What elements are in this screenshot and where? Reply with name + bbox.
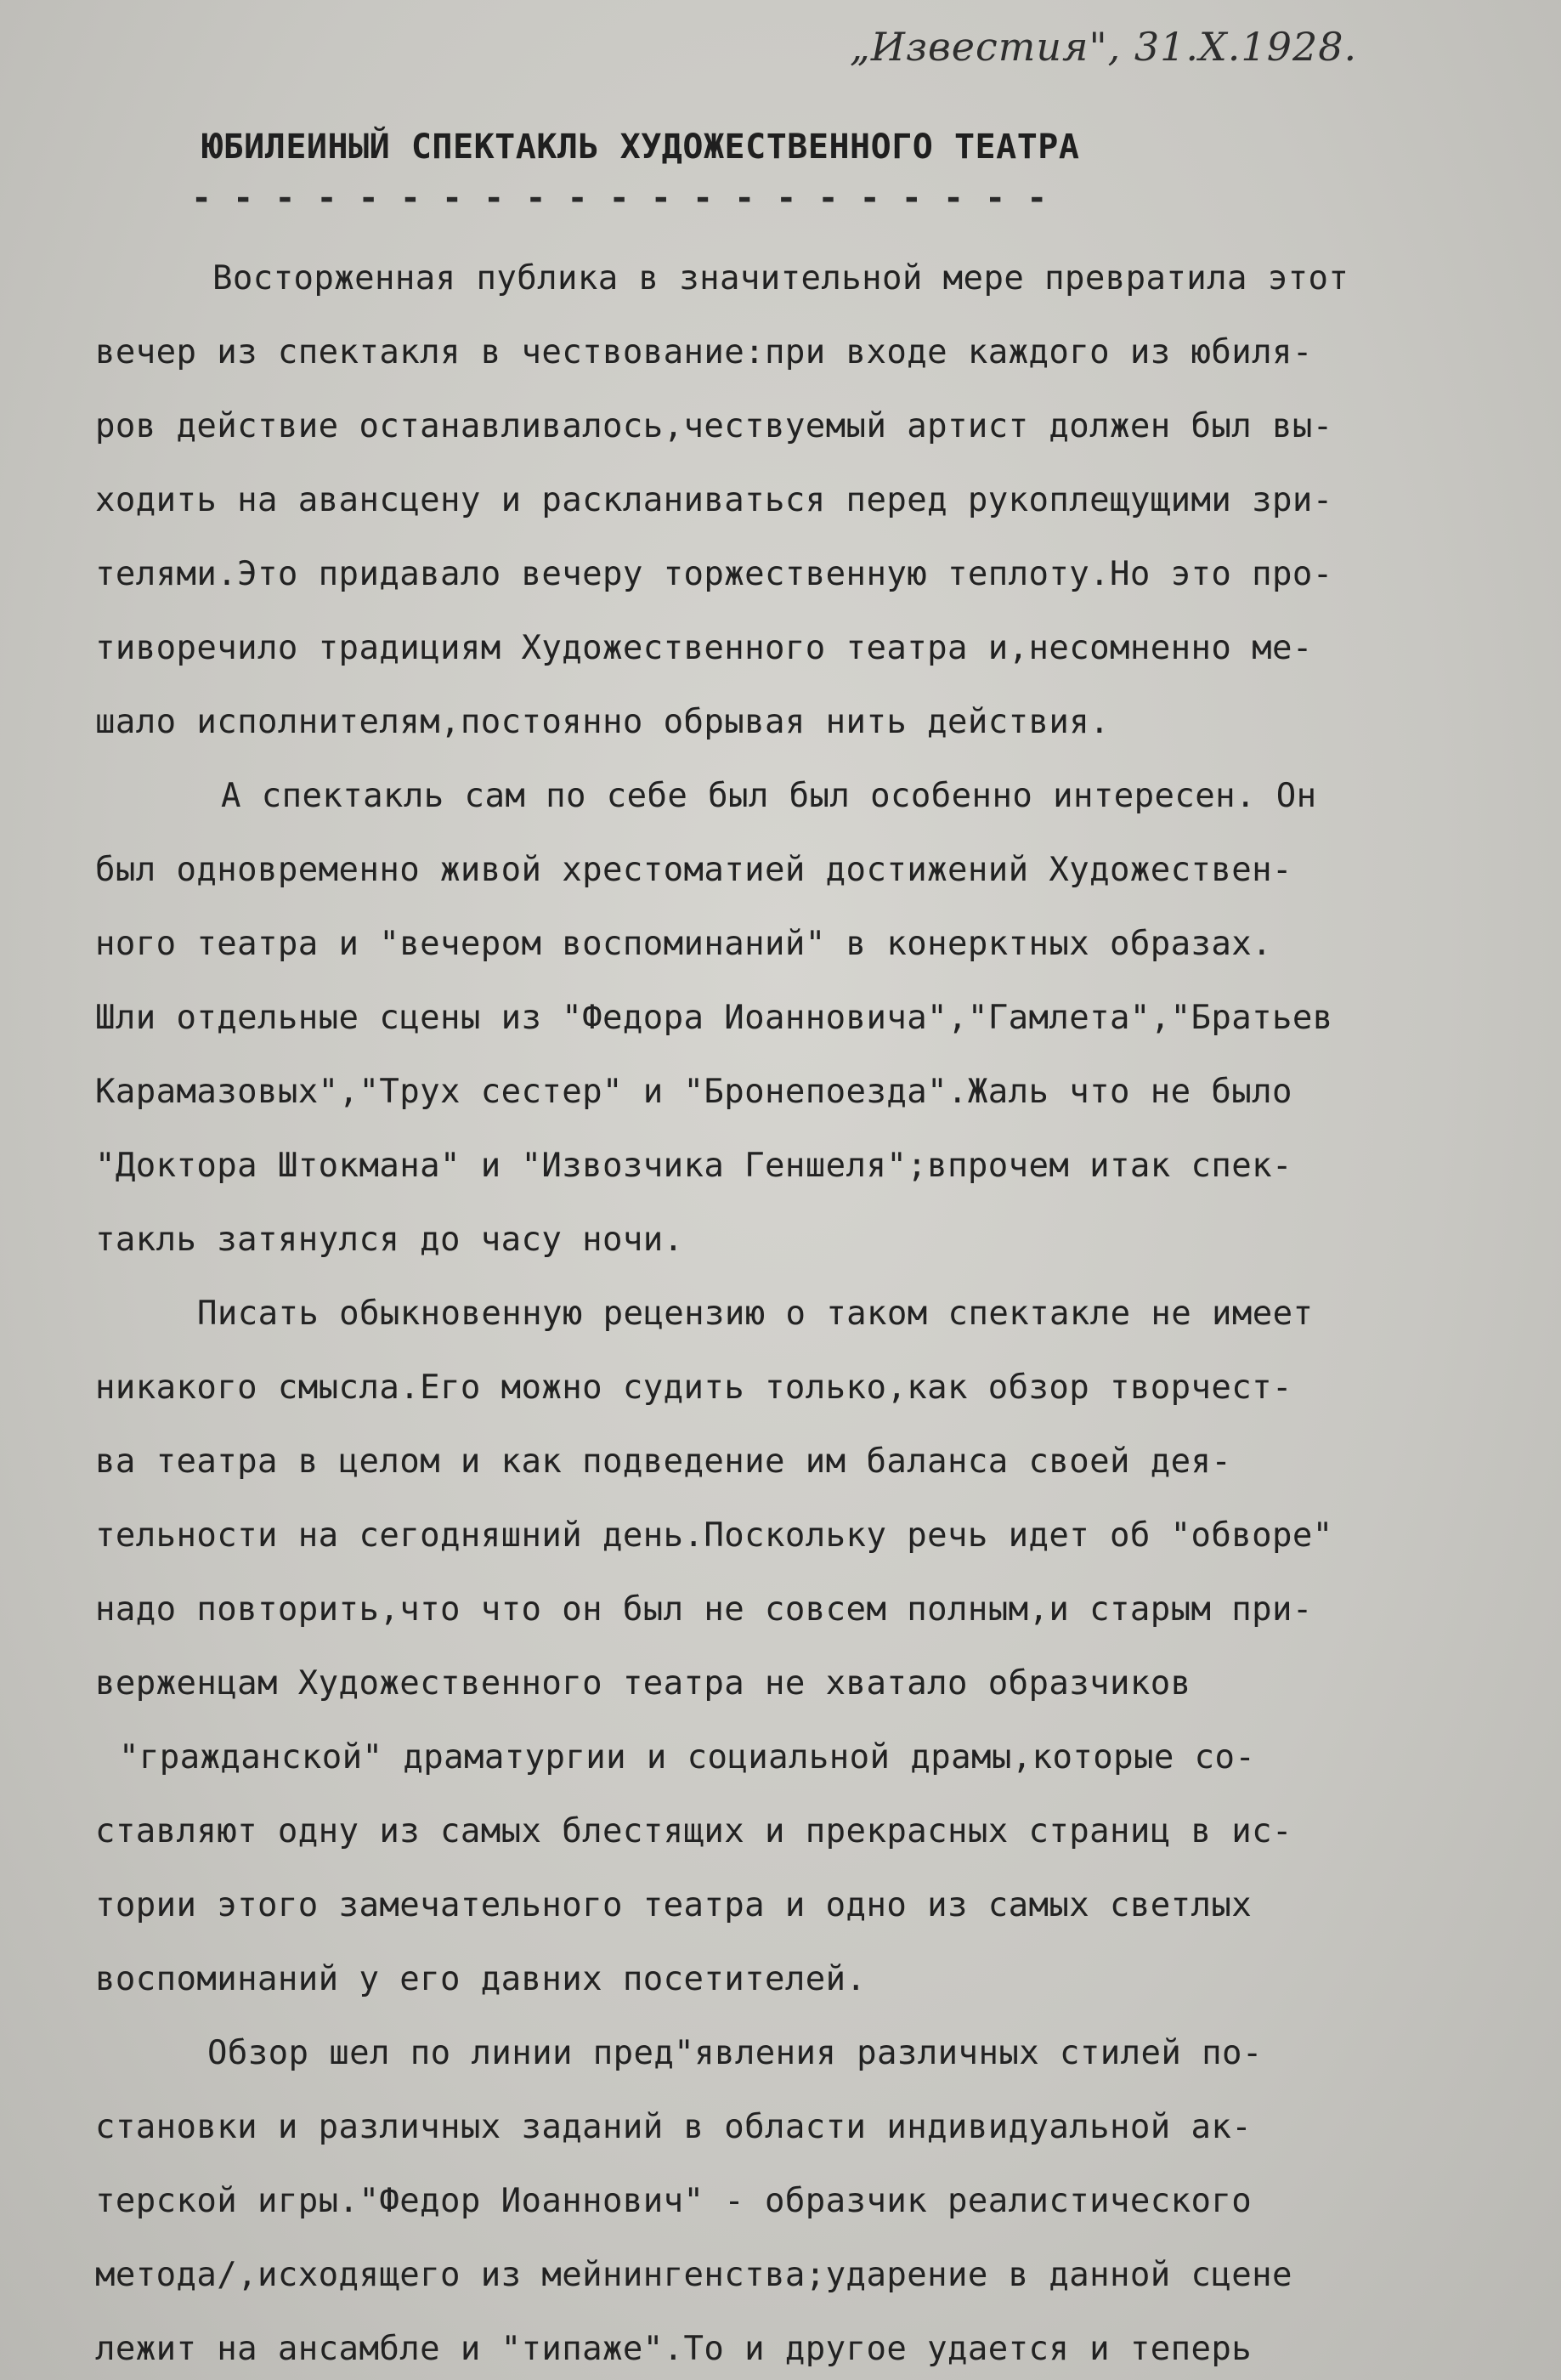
text-line: ходить на авансцену и раскланиваться перед рукоплещущими зри-	[95, 481, 1333, 519]
text-line: ва театра в целом и как подведение им баланса своей дея-	[95, 1442, 1232, 1481]
text-line: тории этого замечательного театра и одно из самых светлых	[95, 1886, 1253, 1924]
text-line: вечер из спектакля в чествование:при входе каждого из юбиля-	[95, 333, 1313, 371]
document-title: ЮБИЛЕИНЫЙ СПЕКТАКЛЬ ХУДОЖЕСТВЕННОГО ТЕАТРА	[202, 128, 1080, 167]
text-line: лежит на ансамбле и "типаже".То и другое удается и теперь	[95, 2330, 1253, 2368]
text-line: такль затянулся до часу ночи.	[95, 1221, 684, 1259]
text-line: А спектакль сам по себе был был особенно интересен. Он	[221, 777, 1317, 815]
text-line: ров действие останавливалось,чествуемый артист должен был вы-	[95, 407, 1333, 445]
text-line: ного театра и "вечером воспоминаний" в конерктных образах.	[95, 925, 1273, 963]
handwritten-date-note: „Известия", 31.X.1928.	[850, 24, 1358, 70]
body-text	[95, 241, 1561, 2380]
text-line: Обзор шел по линии пред"явления различных стилей по-	[207, 2034, 1263, 2072]
text-line: ставляют одну из самых блестящих и прекрасных страниц в ис-	[95, 1812, 1292, 1850]
text-line: надо повторить,что что он был не совсем полным,и старым при-	[95, 1590, 1313, 1629]
text-line: становки и различных заданий в области индивидуальной ак-	[95, 2108, 1253, 2146]
text-line: тельности на сегодняшний день.Поскольку речь идет об "обворе"	[95, 1516, 1333, 1555]
text-line: воспоминаний у его давних посетителей.	[95, 1960, 867, 1998]
text-line: телями.Это придавало вечеру торжественную теплоту.Но это про-	[95, 555, 1333, 593]
title-underline: - - - - - - - - - - - - - - - - - - - - -	[191, 178, 1048, 218]
text-line: верженцам Художественного театра не хватало образчиков	[95, 1664, 1191, 1703]
text-line: Шли отдельные сцены из "Федора Иоанновича","Гамлета","Братьев	[95, 999, 1333, 1037]
text-line: никакого смысла.Его можно судить только,как обзор творчест-	[95, 1368, 1292, 1407]
text-line: тиворечило традициям Художественного театра и,несомненно ме-	[95, 629, 1313, 667]
text-line: "гражданской" драматургии и социальной драмы,которые со-	[119, 1738, 1256, 1776]
text-line: Карамазовых","Трух сестер" и "Бронепоезда".Жаль что не было	[95, 1073, 1292, 1111]
text-line: метода/,исходящего из мейнингенства;ударение в данной сцене	[95, 2256, 1292, 2294]
text-line: "Доктора Штокмана" и "Извозчика Геншеля";впрочем итак спек-	[95, 1147, 1292, 1185]
text-line: Восторженная публика в значительной мере превратила этот	[212, 259, 1349, 298]
text-line: был одновременно живой хрестоматией достижений Художествен-	[95, 851, 1292, 889]
text-line: шало исполнителям,постоянно обрывая нить действия.	[95, 703, 1110, 741]
text-line: Писать обыкновенную рецензию о таком спектакле не имеет	[197, 1295, 1314, 1333]
text-line: терской игры."Федор Иоаннович" - образчик реалистического	[95, 2182, 1253, 2220]
